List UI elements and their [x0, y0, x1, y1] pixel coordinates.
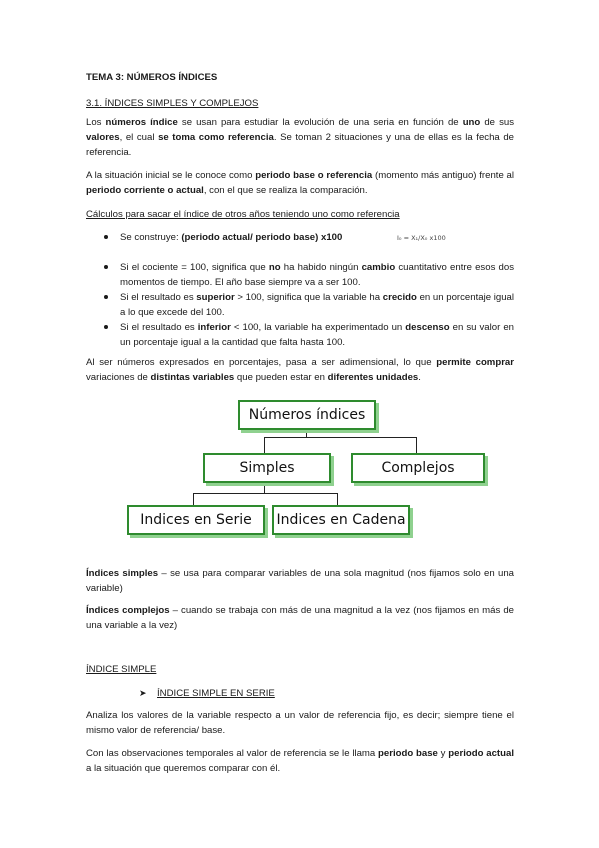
connector-line — [416, 437, 417, 454]
diagram-node-serie: Indices en Serie — [127, 505, 265, 535]
document-title: TEMA 3: NÚMEROS ÍNDICES — [86, 72, 218, 83]
paragraph-serie-desc: Analiza los valores de la variable respecto a un valor de referencia fijo, es decir; siempre tiene el mismo valor de referencia/ base. — [86, 710, 514, 736]
paragraph-base-period: A la situación inicial se le conoce como periodo base o referencia (momento más antiguo) frente al periodo corriente o actual, con el que se realiza la comparación. — [86, 170, 514, 196]
paragraph-adimensional: Al ser números expresados en porcentajes, pasa a ser adimensional, lo que permite comprar variaciones de distintas variables que pueden estar en diferentes unidades. — [86, 357, 514, 383]
calc-heading: Cálculos para sacar el índice de otros años teniendo uno como referencia — [86, 209, 400, 220]
bullet-icon — [104, 325, 108, 329]
diagram-node-cadena: Indices en Cadena — [272, 505, 410, 535]
bullet-icon — [104, 235, 108, 239]
diagram-node-simples: Simples — [203, 453, 331, 483]
diagram-node-root: Números índices — [238, 400, 376, 430]
paragraph-indices-simples: Índices simples – se usa para comparar variables de una sola magnitud (nos fijamos solo en una variable) — [86, 568, 515, 594]
diagram-node-complejos: Complejos — [351, 453, 485, 483]
paragraph-periodo-base: Con las observaciones temporales al valor de referencia se le llama periodo base y periodo actual a la situación que queremos comparar con él. — [86, 748, 514, 774]
connector-line — [337, 493, 338, 505]
serie-heading: ÍNDICE SIMPLE EN SERIE — [157, 688, 275, 699]
connector-line — [264, 437, 265, 454]
paragraph-intro: Los números índice se usan para estudiar la evolución de una seria en función de uno de sus valores, el cual se toma como referencia. Se toman 2 situaciones y una de ellas es la fecha de referencia. — [86, 117, 515, 158]
arrow-bullet-icon: ➤ — [139, 688, 147, 698]
indice-simple-heading: ÍNDICE SIMPLE — [86, 664, 157, 675]
paragraph-indices-complejos: Índices complejos – cuando se trabaja con más de una magnitud a la vez (nos fijamos en más de una variable a la vez) — [86, 605, 514, 631]
connector-line — [193, 493, 194, 505]
document-page: TEMA 3: NÚMEROS ÍNDICES 3.1. ÍNDICES SIMPLES Y COMPLEJOS Los números índice se usan para estudiar la evolución de una seria en función de uno de sus valores, el cual se toma como referencia. Se toman 2 situaciones y una de ellas es la fecha de referencia. A la situación inicial se le conoce como periodo base o referencia (momento más antiguo) frente al periodo corriente o actual, con el que se realiza la comparación. Cálculos para sacar el índice de otros años teniendo uno como referencia Se construye: (periodo actual/ periodo base) x100 I₀ = X₁/X₀ x100 Si el cociente = 100, significa que no ha habido ningún cambio cuantitativo entre esos dos momentos de tiempo. El año base siempre va a ser 100. Si el resultado es superior > 100, significa que la variable ha crecido en un porcentaje igual a lo que excede del 100. Si el resultado es inferior < 100, la variable ha experimentado un descenso en su valor en un porcentaje igual a la cantidad que falta hasta 100. Al ser números expresados en porcentajes, pasa a ser adimensional, lo que permite comprar variaciones de distintas variables que pueden estar en diferentes unidades. Números índices Simples Complejos Indices en Serie Indices en Cadena Índices simples – se usa para comparar variables de una sola magnitud (nos fijamos solo en una variable) Índices complejos – cuando se trabaja con más de una magnitud a la vez (nos fijamos en más de una variable a la vez) ÍNDICE SIMPLE ➤ ÍNDICE SIMPLE EN SERIE Analiza los valores de la variable respecto a un valor de referencia fijo, es decir; siempre tiene el mismo valor de referencia/ base. Con las observaciones temporales al valor de referencia se le llama periodo base y periodo actual a la situación que queremos comparar con él. — [86, 72, 515, 774]
section-heading: 3.1. ÍNDICES SIMPLES Y COMPLEJOS — [86, 98, 259, 109]
formula-image — [397, 230, 447, 244]
connector-line — [264, 437, 417, 438]
bullet-icon — [104, 265, 108, 269]
connector-line — [193, 493, 337, 494]
bullet-icon — [104, 295, 108, 299]
formula-text: I₀ = X₁/X₀ x100 — [397, 234, 446, 242]
